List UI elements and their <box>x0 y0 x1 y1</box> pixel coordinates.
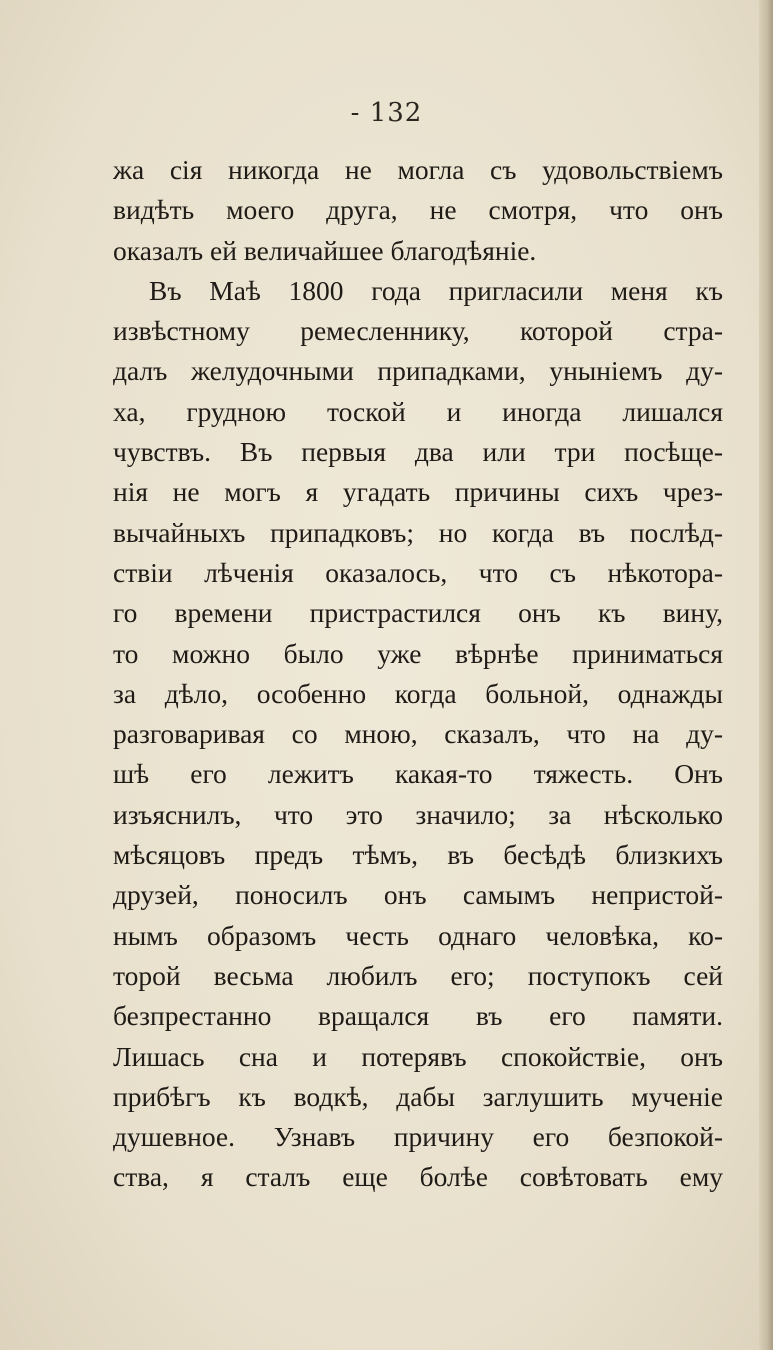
text-line: шѣ его лежитъ какая-то тяжесть. Онъ <box>113 758 723 790</box>
text-line: жа сія никогда не могла съ удовольствіемъ <box>113 154 723 185</box>
text-line: мѣсяцовъ предъ тѣмъ, въ бесѣдѣ близкихъ <box>113 839 723 871</box>
text-line: торой весьма любилъ его; поступокъ сей <box>113 959 723 991</box>
page-number: - 132 <box>350 98 423 128</box>
text-line: видѣть моего друга, не смотря, что онъ <box>113 194 723 226</box>
text-line: изъяснилъ, что это значило; за нѣсколько <box>113 798 723 830</box>
page-edge <box>759 0 773 1350</box>
text-line: Лишась сна и потерявъ спокойствіе, онъ <box>113 1040 723 1072</box>
text-line: разговаривая со мною, сказалъ, что на ду- <box>113 718 723 750</box>
text-line: то можно было уже вѣрнѣе приниматься <box>113 637 723 669</box>
text-line: далъ желудочными припадками, уныніемъ ду- <box>113 355 723 387</box>
text-line: го времени пристрастился онъ къ вину, <box>113 597 723 629</box>
text-line: друзей, поносилъ онъ самымъ непристой- <box>113 879 723 911</box>
text-line: нія не могъ я угадать причины сихъ чрез- <box>113 476 723 508</box>
text-line: Въ Маѣ 1800 года пригласили меня къ <box>149 274 723 306</box>
text-line: вычайныхъ припадковъ; но когда въ послѣд- <box>113 516 723 548</box>
text-line: прибѣгъ къ водкѣ, дабы заглушить мученіе <box>113 1080 723 1112</box>
text-line: нымъ образомъ честь однаго человѣка, ко- <box>113 919 723 951</box>
text-line: ха, грудною тоской и иногда лишался <box>113 395 723 427</box>
body-text <box>113 150 723 1198</box>
text-line: оказалъ ей величайшее благодѣяніе. <box>113 234 537 266</box>
text-line: за дѣло, особенно когда больной, однажды <box>113 677 723 709</box>
text-line: извѣстному ремесленнику, которой стра- <box>113 315 723 347</box>
text-line: ствіи лѣченія оказалось, что съ нѣкотора- <box>113 556 723 588</box>
text-line: душевное. Узнавъ причину его безпокой- <box>113 1121 723 1153</box>
text-line: ства, я сталъ еще болѣе совѣтовать ему <box>113 1161 723 1193</box>
text-line: чувствъ. Въ первыя два или три посѣще- <box>113 436 723 468</box>
text-line: безпрестанно вращался въ его памяти. <box>113 1000 723 1032</box>
